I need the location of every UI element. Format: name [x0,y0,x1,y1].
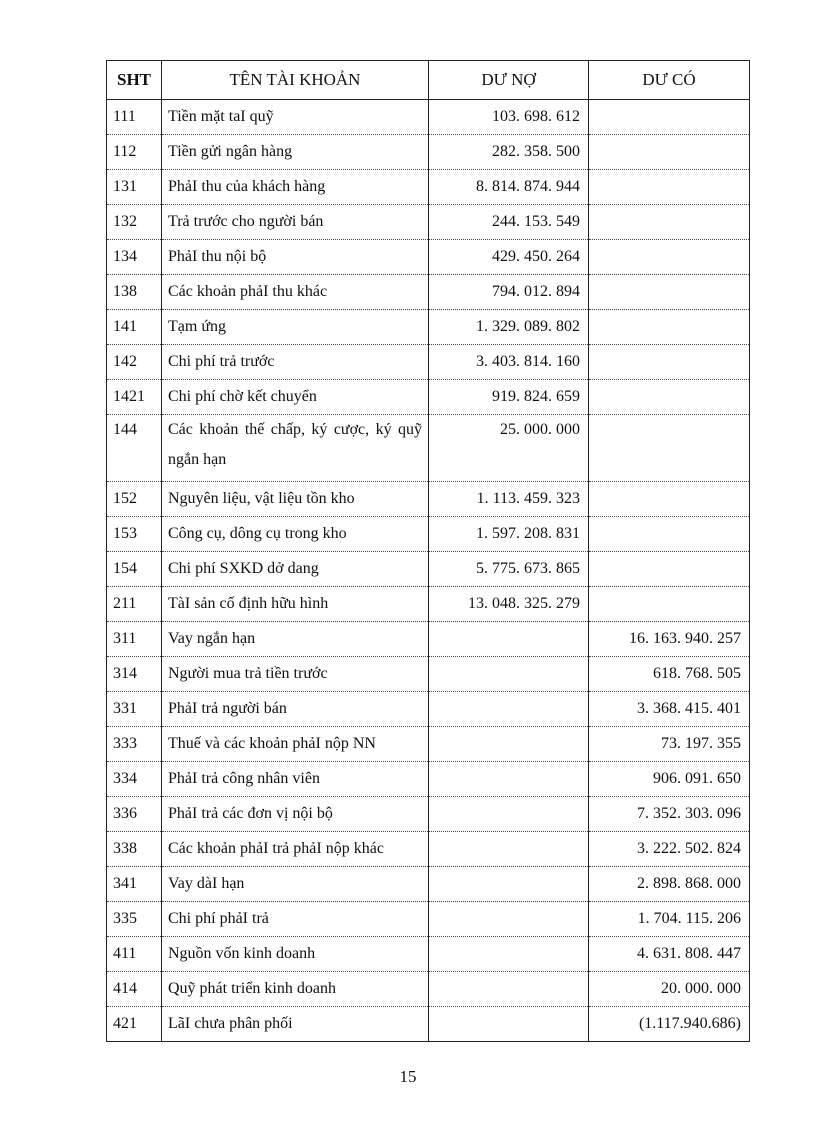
table-row [107,797,750,832]
debit-cell: 8. 814. 874. 944 [429,170,589,205]
header-account-name: TÊN TÀI KHOẢN [162,61,429,100]
account-name-cell: Vay ngắn hạn [162,622,429,657]
table-body [107,100,750,1042]
credit-cell [589,100,750,135]
account-code-cell: 411 [107,937,162,972]
credit-cell: 906. 091. 650 [589,762,750,797]
account-code-cell: 152 [107,482,162,517]
credit-cell: 1. 704. 115. 206 [589,902,750,937]
credit-cell [589,482,750,517]
account-code-cell: 1421 [107,380,162,415]
table-header [107,61,750,100]
credit-cell: (1.117.940.686) [589,1007,750,1042]
table-row [107,867,750,902]
account-name-cell: LãI chưa phân phối [162,1007,429,1042]
account-code-cell: 112 [107,135,162,170]
account-code-cell: 131 [107,170,162,205]
debit-cell [429,657,589,692]
header-debit: DƯ NỢ [429,61,589,100]
table-row [107,937,750,972]
credit-cell: 3. 368. 415. 401 [589,692,750,727]
table-row [107,205,750,240]
account-code-cell: 111 [107,100,162,135]
table-row [107,135,750,170]
account-name-cell: Vay dàI hạn [162,867,429,902]
account-name-cell: Chi phí phảI trả [162,902,429,937]
page-number: 15 [399,1067,417,1086]
account-code-cell: 132 [107,205,162,240]
table-row [107,482,750,517]
table-row [107,832,750,867]
debit-cell [429,972,589,1007]
debit-cell [429,762,589,797]
account-name-cell: PhảI trả người bán [162,692,429,727]
account-code-cell: 333 [107,727,162,762]
debit-cell: 919. 824. 659 [429,380,589,415]
account-code-cell: 414 [107,972,162,1007]
table-row [107,170,750,205]
table-row [107,692,750,727]
account-code-cell: 335 [107,902,162,937]
account-code-cell: 341 [107,867,162,902]
account-code-cell: 211 [107,587,162,622]
account-balance-table [106,60,750,1042]
account-code-cell: 338 [107,832,162,867]
credit-cell: 73. 197. 355 [589,727,750,762]
table-row [107,587,750,622]
table-row [107,240,750,275]
debit-cell: 794. 012. 894 [429,275,589,310]
account-name-cell: Chi phí chờ kết chuyển [162,380,429,415]
table-row [107,100,750,135]
account-name-cell: Thuế và các khoản phảI nộp NN [162,727,429,762]
credit-cell [589,552,750,587]
account-name-cell: Chi phí trả trước [162,345,429,380]
account-code-cell: 144 [107,415,162,482]
table-row [107,517,750,552]
table-row [107,345,750,380]
account-name-cell: PhảI thu của khách hàng [162,170,429,205]
credit-cell [589,135,750,170]
account-code-cell: 153 [107,517,162,552]
debit-cell [429,797,589,832]
table-row [107,622,750,657]
credit-cell [589,310,750,345]
debit-cell [429,867,589,902]
account-name-cell: Nguyên liệu, vật liệu tồn kho [162,482,429,517]
account-name-cell: Các khoản phảI trả phảI nộp khác [162,832,429,867]
table-row [107,275,750,310]
credit-cell: 618. 768. 505 [589,657,750,692]
account-name-cell: PhảI trả công nhân viên [162,762,429,797]
credit-cell [589,205,750,240]
account-name-cell: Chi phí SXKD dở dang [162,552,429,587]
credit-cell [589,587,750,622]
account-name-cell: PhảI thu nội bộ [162,240,429,275]
credit-cell [589,345,750,380]
debit-cell [429,902,589,937]
credit-cell: 16. 163. 940. 257 [589,622,750,657]
table-row [107,415,750,482]
credit-cell [589,415,750,482]
account-name-cell: Công cụ, dông cụ trong kho [162,517,429,552]
account-name-cell: Các khoản phảI thu khác [162,275,429,310]
account-name-cell: Tiền mặt taI quỹ [162,100,429,135]
account-code-cell: 421 [107,1007,162,1042]
debit-cell: 1. 113. 459. 323 [429,482,589,517]
credit-cell [589,275,750,310]
table-row [107,552,750,587]
account-name-cell: Tiền gửi ngân hàng [162,135,429,170]
debit-cell: 244. 153. 549 [429,205,589,240]
table-row [107,727,750,762]
credit-cell: 3. 222. 502. 824 [589,832,750,867]
table-row [107,657,750,692]
account-name-cell: Trả trước cho người bán [162,205,429,240]
account-code-cell: 336 [107,797,162,832]
debit-cell: 1. 329. 089. 802 [429,310,589,345]
account-name-cell: Nguồn vốn kinh doanh [162,937,429,972]
debit-cell [429,832,589,867]
debit-cell: 5. 775. 673. 865 [429,552,589,587]
table-row [107,310,750,345]
debit-cell: 103. 698. 612 [429,100,589,135]
table-row [107,972,750,1007]
account-code-cell: 154 [107,552,162,587]
account-name-cell: TàI sản cố định hữu hình [162,587,429,622]
account-name-cell: PhảI trả các đơn vị nội bộ [162,797,429,832]
debit-cell [429,727,589,762]
table-row [107,762,750,797]
debit-cell: 25. 000. 000 [429,415,589,482]
debit-cell: 13. 048. 325. 279 [429,587,589,622]
account-balance-table-container [106,60,749,1042]
debit-cell [429,692,589,727]
table-row [107,380,750,415]
account-code-cell: 314 [107,657,162,692]
table-row [107,1007,750,1042]
credit-cell [589,240,750,275]
account-code-cell: 134 [107,240,162,275]
debit-cell [429,937,589,972]
debit-cell: 3. 403. 814. 160 [429,345,589,380]
credit-cell [589,380,750,415]
account-code-cell: 331 [107,692,162,727]
account-name-cell: Tạm ứng [162,310,429,345]
credit-cell: 2. 898. 868. 000 [589,867,750,902]
account-code-cell: 311 [107,622,162,657]
account-code-cell: 141 [107,310,162,345]
account-code-cell: 142 [107,345,162,380]
debit-cell: 1. 597. 208. 831 [429,517,589,552]
header-credit: DƯ CÓ [589,61,750,100]
debit-cell [429,622,589,657]
credit-cell [589,517,750,552]
credit-cell: 20. 000. 000 [589,972,750,1007]
credit-cell: 4. 631. 808. 447 [589,937,750,972]
debit-cell: 282. 358. 500 [429,135,589,170]
header-row [107,61,750,100]
credit-cell [589,170,750,205]
account-code-cell: 138 [107,275,162,310]
account-name-cell: Quỹ phát triển kinh doanh [162,972,429,1007]
credit-cell: 7. 352. 303. 096 [589,797,750,832]
table-row [107,902,750,937]
account-name-cell: Người mua trả tiền trước [162,657,429,692]
account-code-cell: 334 [107,762,162,797]
debit-cell [429,1007,589,1042]
header-sht: SHT [107,61,162,100]
debit-cell: 429. 450. 264 [429,240,589,275]
account-name-cell: Các khoản thế chấp, ký cược, ký quỹ ngắn hạn [162,415,429,482]
